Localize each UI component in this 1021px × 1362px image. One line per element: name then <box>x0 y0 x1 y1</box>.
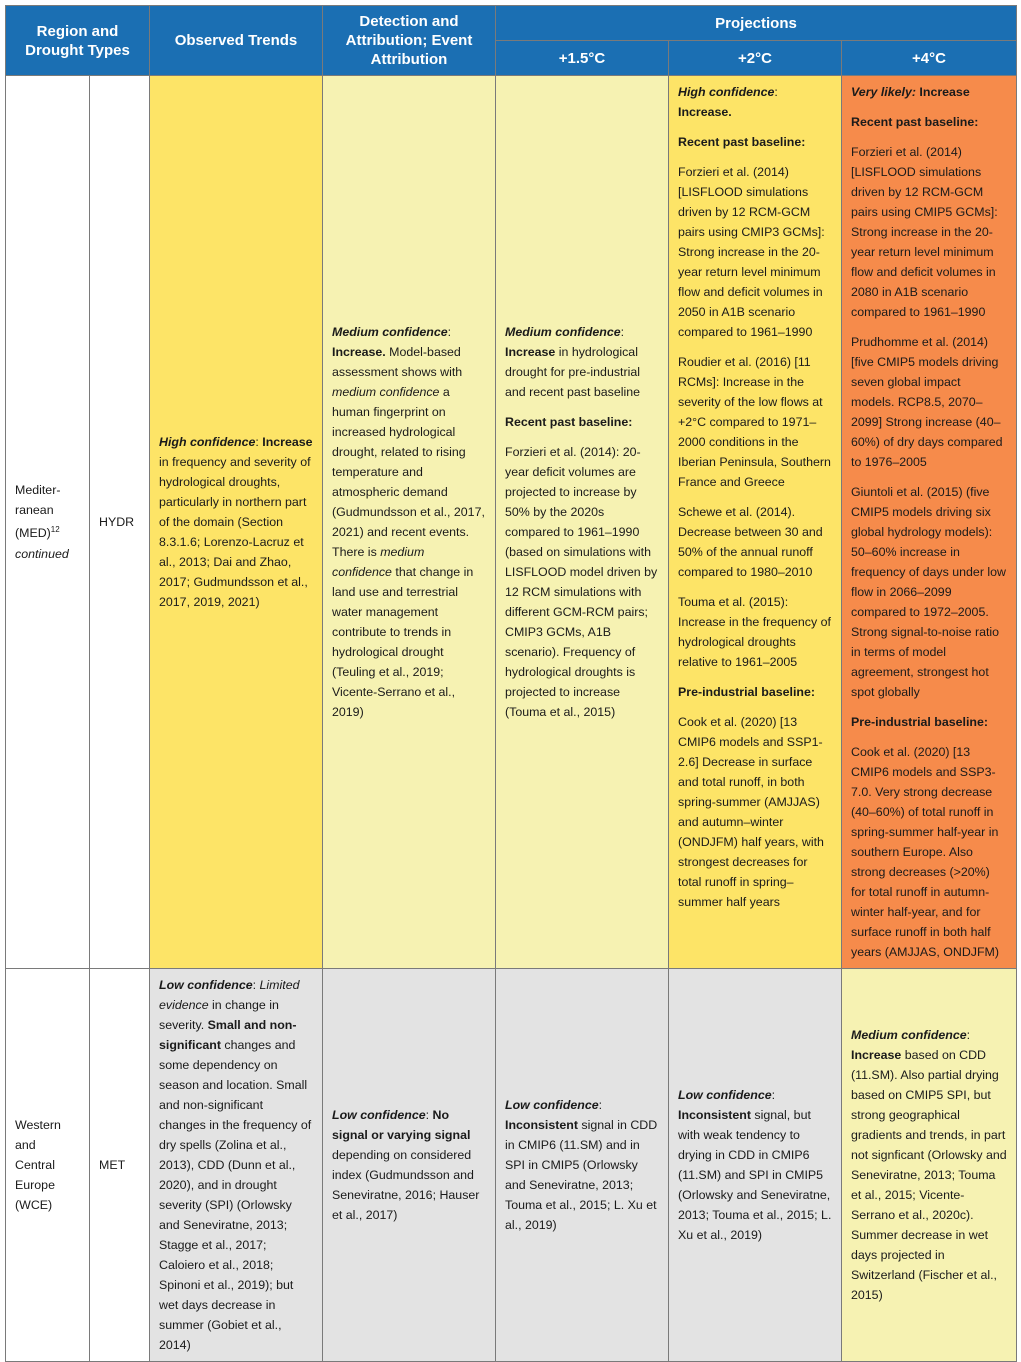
med-observed-trends: High confidence: Increase in frequency and severity of hydrological droughts, particularly in northern part of the domain (Section 8.3.1.6; Lorenzo-Lacruz et al., 2013; Dai and Zhao, 2017; Gudmundsson et al., 2017, 2019, 2021) <box>150 76 323 969</box>
wce-projection-1-5: Low confidence: Inconsistent signal in CDD in CMIP6 (11.SM) and in SPI in CMIP5 (Orlowsky and Seneviratne, 2013; Touma et al., 2015; L. Xu et al., 2019) <box>496 969 669 1362</box>
drought-type-hydr: HYDR <box>90 76 150 969</box>
med-detection-attribution: Medium confidence: Increase. Model-based assessment shows with medium confidence a human fingerprint on increased hydrological drought, related to rising temperature and atmospheric demand (Gudmundsson et al., 2017, 2021) and recent events. There is medium confidence that change in land use and terrestrial water management contribute to trends in hydrological drought (Teuling et al., 2019; Vicente-Serrano et al., 2019) <box>323 76 496 969</box>
region-wce: Western and Central Europe (WCE) <box>6 969 90 1362</box>
header-plus-2: +2°C <box>669 41 842 76</box>
table-row-wce-met <box>6 969 1017 1362</box>
header-observed-trends: Observed Trends <box>150 6 323 76</box>
wce-projection-2: Low confidence: Inconsistent signal, but with weak tendency to drying in CDD in CMIP6 (11.SM) and SPI in CMIP5 (Orlowsky and Seneviratne, 2013; Touma et al., 2015; L. Xu et al., 2019) <box>669 969 842 1362</box>
wce-projection-4: Medium confidence: Increase based on CDD (11.SM). Also partial drying based on CMIP5 SPI, but strong geographical gradients and trends, in part not signficant (Orlowsky and Seneviratne, 2013; Touma et al., 2015; Vicente-Serrano et al., 2020c). Summer decrease in wet days projected in Switzerland (Fischer et al., 2015) <box>842 969 1017 1362</box>
drought-assessment-table <box>5 5 1017 1362</box>
header-detection-attribution: Detection and Attribution; Event Attribution <box>323 6 496 76</box>
med-projection-1-5: Medium confidence: Increase in hydrological drought for pre-industrial and recent past baseline Recent past baseline: Forzieri et al. (2014): 20-year deficit volumes are projected to increase by 50% by the 2020s compared to 1961–1990 (based on simulations with LISFLOOD model driven by 12 RCM simulations with different GCM-RCM pairs; CMIP3 GCMs, A1B scenario). Frequency of hydrological droughts is projected to increase (Touma et al., 2015) <box>496 76 669 969</box>
header-plus-4: +4°C <box>842 41 1017 76</box>
wce-observed-trends: Low confidence: Limited evidence in change in severity. Small and non-significant changes and some dependency on season and location. Small and non-significant changes in the frequency of dry spells (Zolina et al., 2013), CDD (Dunn et al., 2020), and in drought severity (SPI) (Orlowsky and Seneviratne, 2013; Stagge et al., 2017; Caloiero et al., 2018; Spinoni et al., 2019); but wet days decrease in summer (Gobiet et al., 2014) <box>150 969 323 1362</box>
drought-type-met: MET <box>90 969 150 1362</box>
med-projection-4: Very likely: Increase Recent past baseline: Forzieri et al. (2014) [LISFLOOD simulations driven by 12 RCM-GCM pairs using CMIP5 GCMs]: Strong increase in the 20-year return level minimum flow and deficit volumes in 2080 in A1B scenario compared to 1961–1990 Prudhomme et al. (2014) [five CMIP5 models driving seven global impact models. RCP8.5, 2070–2099] Strong increase (40–60%) of dry days compared to 1976–2005 Giuntoli et al. (2015) (five CMIP5 models driving six global hydrology models): 50–60% increase in frequency of days under low flow in 2066–2099 compared to 1972–2005. Strong signal-to-noise ratio in terms of model agreement, strongest hot spot globally Pre-industrial baseline: Cook et al. (2020) [13 CMIP6 models and SSP3-7.0. Very strong decrease (40–60%) of total runoff in spring-summer half-year in southern Europe. Also strong decreases (>20%) for total runoff in autumn-winter half-year, and for surface runoff in both half years (AMJJAS, ONDJFM) <box>842 76 1017 969</box>
med-projection-2: High confidence: Increase. Recent past baseline: Forzieri et al. (2014) [LISFLOOD simulations driven by 12 RCM-GCM pairs using CMIP3 GCMs]: Strong increase in the 20-year return level minimum flow and deficit volumes in 2050 in A1B scenario compared to 1961–1990 Roudier et al. (2016) [11 RCMs]: Increase in the severity of the low flows at +2°C compared to 1971–2000 conditions in the Iberian Peninsula, Southern France and Greece Schewe et al. (2014). Decrease between 30 and 50% of the annual runoff compared to 1980–2010 Touma et al. (2015): Increase in the frequency of hydrological droughts relative to 1961–2005 Pre-industrial baseline: Cook et al. (2020) [13 CMIP6 models and SSP1-2.6] Decrease in surface and total runoff, in both spring-summer (AMJJAS) and autumn–winter (ONDJFM) half years, with strongest decreases for total runoff in spring–summer half years <box>669 76 842 969</box>
header-plus-1-5: +1.5°C <box>496 41 669 76</box>
header-region-types: Region and Drought Types <box>6 6 150 76</box>
region-med: Mediter- ranean (MED)$^{12}$ continued <box>6 76 90 969</box>
wce-detection-attribution: Low confidence: No signal or varying signal depending on considered index (Gudmundsson and Seneviratne, 2016; Hauser et al., 2017) <box>323 969 496 1362</box>
table-row-med-hydr <box>6 76 1017 969</box>
header-projections: Projections <box>496 6 1017 41</box>
